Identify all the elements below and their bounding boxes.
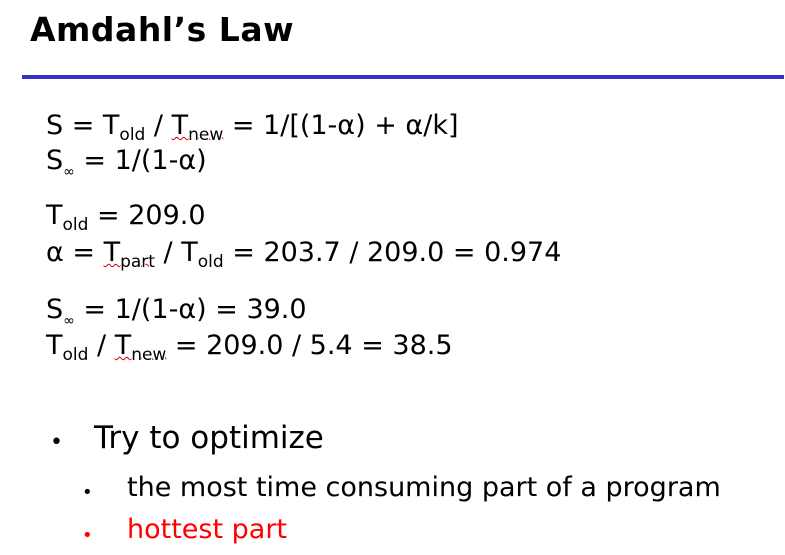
sub-bullet-marker: • xyxy=(82,482,93,503)
sub-bullet-hottest: hottest part xyxy=(127,514,288,545)
bullet-marker: • xyxy=(50,430,63,455)
title-divider xyxy=(22,75,784,79)
slide-title: Amdahl’s Law xyxy=(30,10,295,49)
sub-bullet-marker-highlight: • xyxy=(82,525,93,546)
bullet-main: Try to optimize xyxy=(94,420,324,456)
equation-max-speedup: $S_\infty = 1/(1-\alpha)$ xyxy=(46,145,207,180)
equation-s-infinity-value: $S_\infty = 1/(1-\alpha) = 39.0$ xyxy=(46,294,307,329)
sub-bullet-most-time: the most time consuming part of a program xyxy=(127,472,721,503)
equation-t-old: $T_{old} = 209.0$ xyxy=(46,200,206,235)
equation-alpha: $\alpha = T_{part} / T_{old} = 203.7 / 209.0 = 0.974$ xyxy=(46,237,562,272)
equation-speedup: $S = T_{old} / T_{new} = 1/[(1-\alpha) + \alpha/k]$ xyxy=(46,110,459,145)
equation-measured-speedup: $T_{old} / T_{new} = 209.0 / 5.4 = 38.5$ xyxy=(46,330,453,365)
